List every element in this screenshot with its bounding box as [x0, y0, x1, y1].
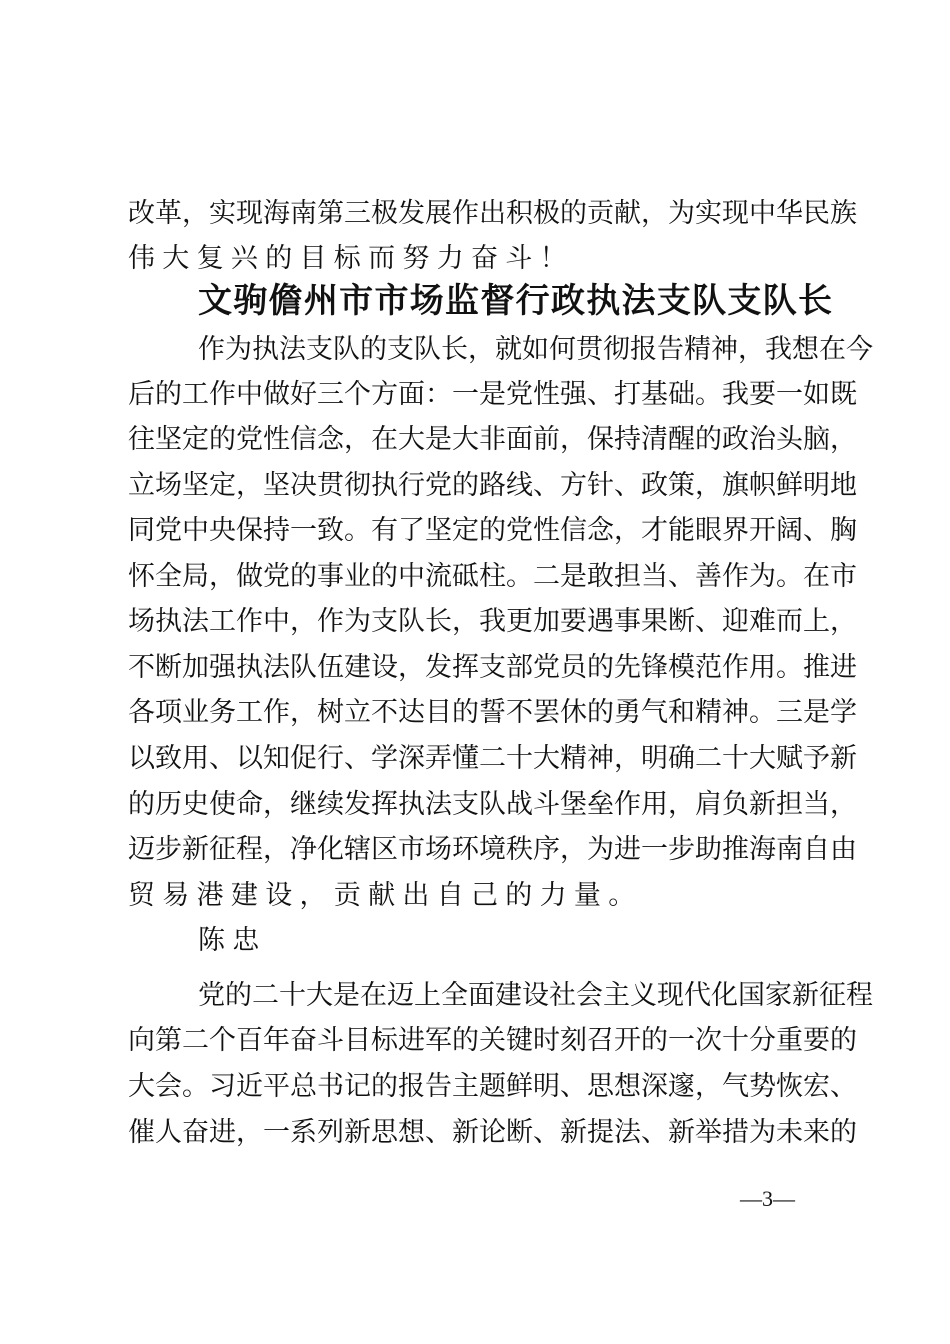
body-line: 不断加强执法队伍建设，发挥支部党员的先锋模范作用。推进: [128, 652, 857, 683]
speaker-name: 陈忠: [198, 925, 267, 956]
body-line: 各项业务工作，树立不达目的誓不罢休的勇气和精神。三是学: [128, 697, 857, 728]
body-line: 怀全局，做党的事业的中流砥柱。二是敢担当、善作为。在市: [128, 561, 857, 592]
body-line: 催人奋进，一系列新思想、新论断、新提法、新举措为未来的: [128, 1117, 857, 1148]
body-line: 往坚定的党性信念，在大是大非面前，保持清醒的政治头脑，: [128, 424, 857, 455]
body-line: 后的工作中做好三个方面：一是党性强、打基础。我要一如既: [128, 379, 857, 410]
body-line: 伟大复兴的目标而努力奋斗！: [128, 243, 574, 274]
body-line: 立场坚定，坚决贯彻执行党的路线、方针、政策，旗帜鲜明地: [128, 470, 857, 501]
section-heading: 文驹儋州市市场监督行政执法支队支队长: [198, 281, 832, 321]
body-line: 迈步新征程，净化辖区市场环境秩序，为进一步助推海南自由: [128, 834, 857, 865]
page-number: —3—: [740, 1186, 795, 1211]
body-line: 党的二十大是在迈上全面建设社会主义现代化国家新征程: [198, 980, 873, 1011]
body-line: 作为执法支队的支队长，就如何贯彻报告精神，我想在今: [198, 334, 873, 365]
body-line: 改革，实现海南第三极发展作出积极的贡献，为实现中华民族: [128, 198, 857, 229]
body-line: 贸易港建设，贡献出自己的力量。: [128, 880, 643, 911]
body-line: 大会。习近平总书记的报告主题鲜明、思想深邃，气势恢宏、: [128, 1071, 857, 1102]
body-line: 以致用、以知促行、学深弄懂二十大精神，明确二十大赋予新: [128, 743, 857, 774]
body-line: 场执法工作中，作为支队长，我更加要遇事果断、迎难而上，: [128, 606, 857, 637]
body-line: 同党中央保持一致。有了坚定的党性信念，才能眼界开阔、胸: [128, 515, 857, 546]
body-line: 的历史使命，继续发挥执法支队战斗堡垒作用，肩负新担当，: [128, 789, 857, 820]
body-line: 向第二个百年奋斗目标进军的关键时刻召开的一次十分重要的: [128, 1025, 857, 1056]
